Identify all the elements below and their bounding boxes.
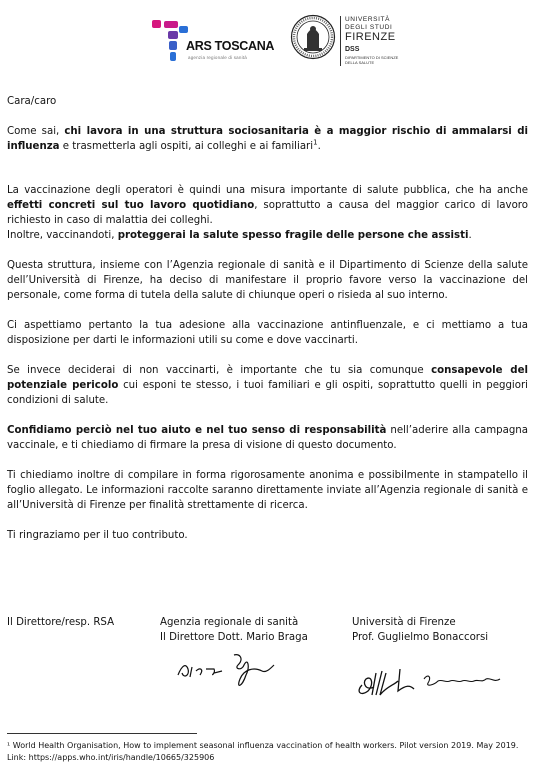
signature-ars [160,615,308,645]
paragraph-responsibility: Confidiamo perciò nel tuo aiuto e nel tuo senso di responsabilità nell’aderire alla campagna vaccinale, e ti chiediamo di firmare la presa di visione di questo documento. [7,425,529,451]
department-acronym: DSS [345,46,360,53]
paragraph-survey: Ti chiediamo inoltre di compilare in forma rigorosamente anonima e possibilmente in stampatello il foglio allegato. Le informazioni raccolte saranno direttamente inviate all’Agenzia regionale di sanità e all’Università di Firenze per finalità strettamente di ricerca. [7,470,528,511]
department-name: DIPARTIMENTO DI SCIENZE DELLA SALUTE [345,55,399,65]
handwritten-signature-bonaccorsi [352,661,512,701]
footnote-reference: 1 [313,138,318,147]
paragraph-awareness: Se invece deciderai di non vaccinarti, è importante che tu sia comunque consapevole del potenziale pericolo cui esponi te stesso, i tuoi familiari e gli ospiti, soprattutto quelli in peggiori condizioni di salute. [7,365,528,406]
unifi-logo [290,14,410,72]
ars-toscana-logo [150,18,280,70]
signature-unifi [352,615,488,645]
university-name-line3: FIRENZE [345,31,396,43]
footnote: ¹ World Health Organisation, How to implement seasonal influenza vaccination of health workers. Pilot version 2019. May 2019. Link: https://apps.who.int/iris/handle/10665/325906 [7,741,519,762]
university-seal-icon [290,14,336,60]
handwritten-signature-braga [170,647,280,691]
paragraph-adhesion: Ci aspettiamo pertanto la tua adesione alla vaccinazione antinfluenzale, e ci mettiamo a tua disposizione per darti le informazioni utili su come e dove vaccinarti. [7,320,528,346]
signature-unifi-org: Università di Firenze [352,617,456,628]
logo-divider [340,16,341,66]
paragraph-institution: Questa struttura, insieme con l’Agenzia regionale di sanità e il Dipartimento di Scienze della salute dell’Università di Firenze, ha deciso di manifestare il proprio favore verso la vaccinazione del personale, come forma di tutela della salute di chiunque operi o risieda al suo interno. [7,260,528,301]
letter-body [7,94,528,543]
signature-rsa-title: Il Direttore/resp. RSA [7,617,115,628]
signature-rsa [7,615,114,630]
paragraph-protect: Inoltre, vaccinandoti, proteggerai la salute spesso fragile delle persone che assisti. [7,230,472,241]
signature-ars-director: Il Direttore Dott. Mario Braga [160,632,308,643]
university-name-line1: UNIVERSITÀ [345,16,391,23]
university-name-line2: DEGLI STUDI [345,24,393,31]
letter-header [0,12,542,72]
signature-ars-org: Agenzia regionale di sanità [160,617,299,628]
paragraph-risk: Come sai, chi lavora in una struttura sociosanitaria è a maggior rischio di ammalarsi di influenza e trasmetterla agli ospiti, ai colleghi e ai familiari$^1$. [7,126,528,152]
ars-logo-mark-icon [150,18,190,64]
ars-logo-subtitle: agenzia regionale di sanità [188,55,247,60]
ars-logo-name: ARS TOSCANA [186,39,275,53]
paragraph-thanks: Ti ringraziamo per il tuo contributo. [7,530,188,541]
signature-unifi-professor: Prof. Guglielmo Bonaccorsi [352,632,489,643]
footnote-separator [7,733,197,734]
greeting: Cara/caro [7,96,57,107]
paragraph-public-health: La vaccinazione degli operatori è quindi una misura importante di salute pubblica, che ha anche effetti concreti sul tuo lavoro quotidiano, soprattutto a causa del maggior carico di lavoro richiesto in caso di malattia dei colleghi. [7,185,528,226]
